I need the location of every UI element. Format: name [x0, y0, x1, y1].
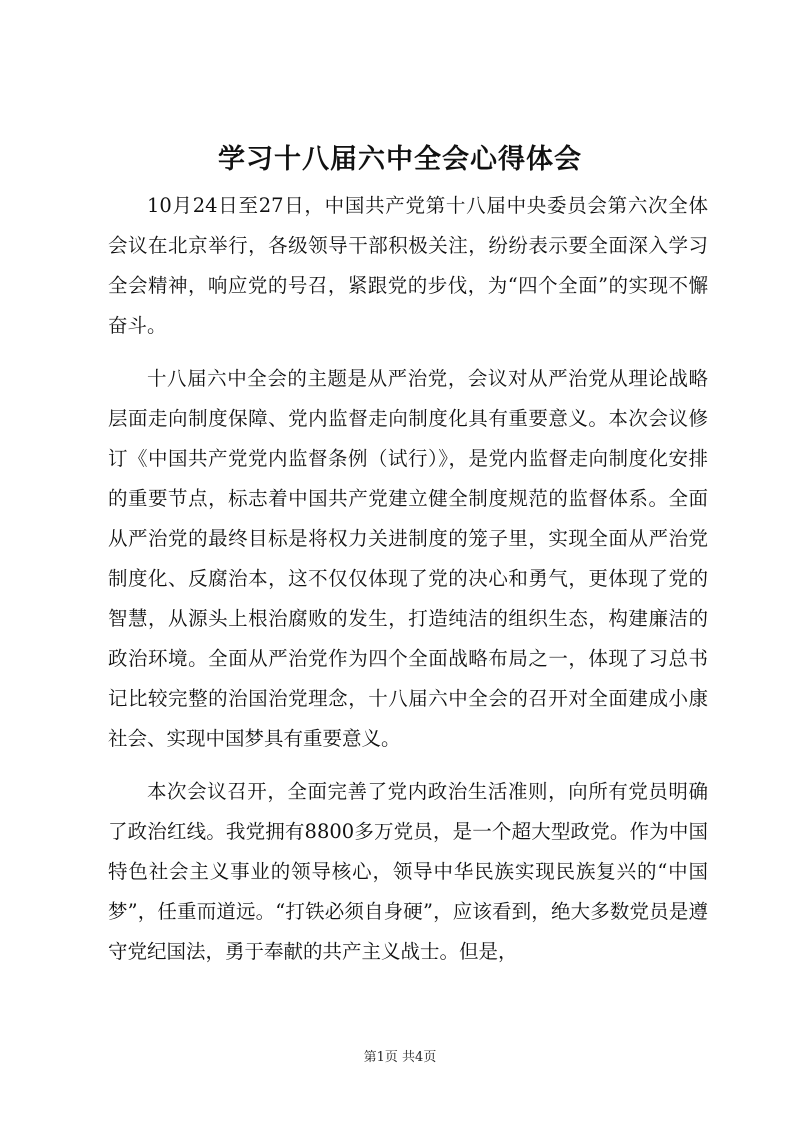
paragraph-3: 本次会议召开，全面完善了党内政治生活准则，向所有党员明确了政治红线。我党拥有8800多万党员，是一个超大型政党。作为中国特色社会主义事业的领导核心，领导中华民族实现民族复兴的“中国梦”，任重而道远。“打铁必须自身硬”，应该看到，绝大多数党员是遵守党纪国法，勇于奉献的共产主义战士。但是， [108, 780, 708, 963]
document-body [108, 186, 708, 985]
page-number-footer: 第1页 共4页 [363, 1050, 437, 1065]
paragraph-2: 十八届六中全会的主题是从严治党，会议对从严治党从理论战略层面走向制度保障、党内监督走向制度化具有重要意义。本次会议修订《中国共产党党内监督条例（试行）》，是党内监督走向制度化安排的重要节点，标志着中国共产党建立健全制度规范的监督体系。全面从严治党的最终目标是将权力关进制度的笼子里，实现全面从严治党制度化、反腐治本，这不仅仅体现了党的决心和勇气，更体现了党的智慧，从源头上根治腐败的发生，打造纯洁的组织生态，构建廉洁的政治环境。全面从严治党作为四个全面战略布局之一，体现了习总书记比较完整的治国治党理念，十八届六中全会的召开对全面建成小康社会、实现中国梦具有重要意义。 [108, 367, 708, 750]
paragraph-1: 10月24日至27日，中国共产党第十八届中央委员会第六次全体会议在北京举行，各级领导干部积极关注，纷纷表示要全面深入学习全会精神，响应党的号召，紧跟党的步伐，为“四个全面”的实现不懈奋斗。 [108, 194, 708, 337]
document-title: 学习十八届六中全会心得体会 [218, 144, 582, 175]
